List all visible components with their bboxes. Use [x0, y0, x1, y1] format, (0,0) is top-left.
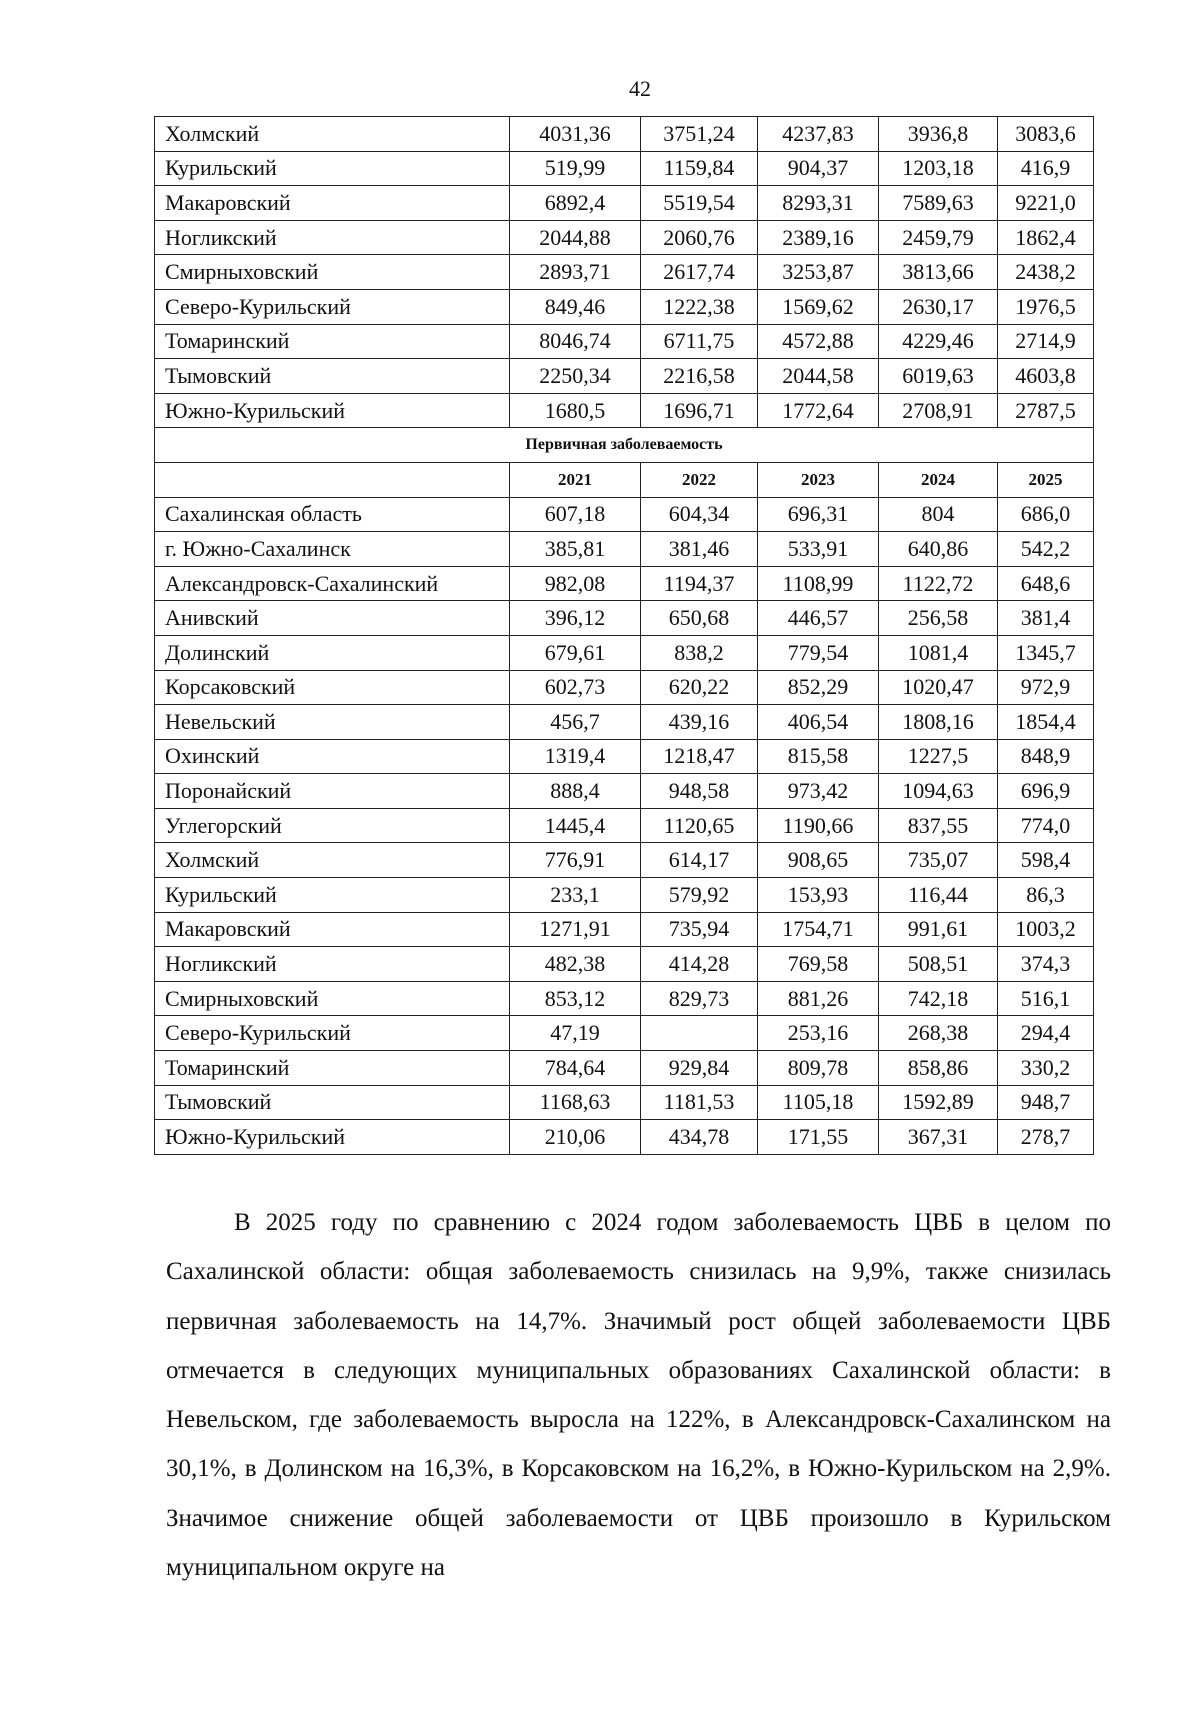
- table-row: [155, 981, 1094, 1016]
- value-cell: 686,0: [998, 497, 1094, 532]
- value-cell: 1094,63: [879, 774, 998, 809]
- value-cell: 2714,9: [998, 324, 1094, 359]
- table-row: [155, 393, 1094, 428]
- value-cell: 2216,58: [641, 359, 758, 394]
- value-cell: 607,18: [510, 497, 641, 532]
- value-cell: 116,44: [879, 878, 998, 913]
- value-cell: 1319,4: [510, 739, 641, 774]
- value-cell: 1222,38: [641, 289, 758, 324]
- value-cell: 696,31: [758, 497, 879, 532]
- value-cell: 972,9: [998, 670, 1094, 705]
- table-row: [155, 151, 1094, 186]
- value-cell: 1808,16: [879, 705, 998, 740]
- value-cell: 8046,74: [510, 324, 641, 359]
- value-cell: 852,29: [758, 670, 879, 705]
- region-name-cell: Александровск-Сахалинский: [155, 566, 510, 601]
- region-name-cell: Анивский: [155, 601, 510, 636]
- value-cell: 278,7: [998, 1120, 1094, 1155]
- value-cell: 4572,88: [758, 324, 879, 359]
- value-cell: 2617,74: [641, 255, 758, 290]
- table-row: [155, 1016, 1094, 1051]
- value-cell: 256,58: [879, 601, 998, 636]
- body-paragraph: В 2025 году по сравнению с 2024 годом заболеваемость ЦВБ в целом по Сахалинской области: общая заболеваемость снизилась на 9,9%, также снизилась первичная заболеваемость на 14,7%. Значимый рост общей заболеваемости ЦВБ отмечается в следующих муниципальных образованиях Сахалинской области: в Невельском, где заболеваемость выросла на 122%, в Александровск-Сахалинском на 30,1%, в Долинском на 16,3%, в Корсаковском на 16,2%, в Южно-Курильском на 2,9%. Значимое снижение общей заболеваемости от ЦВБ произошло в Курильском муниципальном округе на: [166, 1209, 1111, 1582]
- value-cell: 519,99: [510, 151, 641, 186]
- region-name-cell: Северо-Курильский: [155, 1016, 510, 1051]
- value-cell: 1159,84: [641, 151, 758, 186]
- value-cell: 1227,5: [879, 739, 998, 774]
- value-cell: 598,4: [998, 843, 1094, 878]
- value-cell: 3936,8: [879, 117, 998, 152]
- value-cell: 1120,65: [641, 808, 758, 843]
- value-cell: 1203,18: [879, 151, 998, 186]
- value-cell: 381,46: [641, 532, 758, 567]
- value-cell: 434,78: [641, 1120, 758, 1155]
- value-cell: 381,4: [998, 601, 1094, 636]
- value-cell: 602,73: [510, 670, 641, 705]
- value-cell: 1976,5: [998, 289, 1094, 324]
- region-name-cell: Курильский: [155, 878, 510, 913]
- value-cell: 2630,17: [879, 289, 998, 324]
- morbidity-table: [154, 116, 1094, 1155]
- value-cell: 1105,18: [758, 1085, 879, 1120]
- value-cell: 769,58: [758, 947, 879, 982]
- year-header-cell: 2025: [998, 462, 1094, 497]
- region-name-cell: Макаровский: [155, 186, 510, 221]
- region-name-cell: Томаринский: [155, 324, 510, 359]
- value-cell: 948,58: [641, 774, 758, 809]
- value-cell: 6892,4: [510, 186, 641, 221]
- value-cell: 508,51: [879, 947, 998, 982]
- region-name-cell: Углегорский: [155, 808, 510, 843]
- region-name-cell: Курильский: [155, 151, 510, 186]
- value-cell: 385,81: [510, 532, 641, 567]
- value-cell: 406,54: [758, 705, 879, 740]
- value-cell: 516,1: [998, 981, 1094, 1016]
- year-header-row: [155, 462, 1094, 497]
- value-cell: 735,07: [879, 843, 998, 878]
- value-cell: 1081,4: [879, 635, 998, 670]
- value-cell: 233,1: [510, 878, 641, 913]
- value-cell: 5519,54: [641, 186, 758, 221]
- value-cell: 396,12: [510, 601, 641, 636]
- table-row: [155, 739, 1094, 774]
- table-row: [155, 878, 1094, 913]
- value-cell: 330,2: [998, 1051, 1094, 1086]
- value-cell: 446,57: [758, 601, 879, 636]
- value-cell: 2787,5: [998, 393, 1094, 428]
- region-name-cell: Смирныховский: [155, 255, 510, 290]
- value-cell: 1445,4: [510, 808, 641, 843]
- value-cell: 908,65: [758, 843, 879, 878]
- value-cell: 268,38: [879, 1016, 998, 1051]
- value-cell: 414,28: [641, 947, 758, 982]
- value-cell: 253,16: [758, 1016, 879, 1051]
- value-cell: 1592,89: [879, 1085, 998, 1120]
- value-cell: 679,61: [510, 635, 641, 670]
- value-cell: 804: [879, 497, 998, 532]
- value-cell: 973,42: [758, 774, 879, 809]
- value-cell: 929,84: [641, 1051, 758, 1086]
- region-name-cell: Корсаковский: [155, 670, 510, 705]
- value-cell: 2044,58: [758, 359, 879, 394]
- value-cell: 838,2: [641, 635, 758, 670]
- table-row: [155, 117, 1094, 152]
- value-cell: 1680,5: [510, 393, 641, 428]
- value-cell: 416,9: [998, 151, 1094, 186]
- value-cell: 837,55: [879, 808, 998, 843]
- region-name-cell: Холмский: [155, 843, 510, 878]
- value-cell: 1862,4: [998, 220, 1094, 255]
- value-cell: 4603,8: [998, 359, 1094, 394]
- value-cell: 456,7: [510, 705, 641, 740]
- value-cell: 640,86: [879, 532, 998, 567]
- value-cell: 2044,88: [510, 220, 641, 255]
- value-cell: 2459,79: [879, 220, 998, 255]
- value-cell: 735,94: [641, 912, 758, 947]
- value-cell: 4237,83: [758, 117, 879, 152]
- value-cell: 171,55: [758, 1120, 879, 1155]
- value-cell: [641, 1016, 758, 1051]
- value-cell: 809,78: [758, 1051, 879, 1086]
- section-header-row: [155, 428, 1094, 463]
- value-cell: 367,31: [879, 1120, 998, 1155]
- region-name-cell: Сахалинская область: [155, 497, 510, 532]
- value-cell: 853,12: [510, 981, 641, 1016]
- table-row: [155, 635, 1094, 670]
- value-cell: 579,92: [641, 878, 758, 913]
- value-cell: 439,16: [641, 705, 758, 740]
- value-cell: 2060,76: [641, 220, 758, 255]
- value-cell: 829,73: [641, 981, 758, 1016]
- region-name-cell: Ногликский: [155, 947, 510, 982]
- value-cell: 982,08: [510, 566, 641, 601]
- value-cell: 533,91: [758, 532, 879, 567]
- value-cell: 1190,66: [758, 808, 879, 843]
- value-cell: 3813,66: [879, 255, 998, 290]
- value-cell: 1003,2: [998, 912, 1094, 947]
- region-name-cell: Ногликский: [155, 220, 510, 255]
- table-row: [155, 186, 1094, 221]
- value-cell: 1754,71: [758, 912, 879, 947]
- value-cell: 210,06: [510, 1120, 641, 1155]
- value-cell: 6019,63: [879, 359, 998, 394]
- value-cell: 784,64: [510, 1051, 641, 1086]
- page-number: 42: [629, 76, 651, 101]
- region-name-cell: Холмский: [155, 117, 510, 152]
- value-cell: 696,9: [998, 774, 1094, 809]
- table-row: [155, 670, 1094, 705]
- value-cell: 2893,71: [510, 255, 641, 290]
- table-row: [155, 774, 1094, 809]
- value-cell: 6711,75: [641, 324, 758, 359]
- table-row: [155, 324, 1094, 359]
- region-name-cell: Южно-Курильский: [155, 393, 510, 428]
- value-cell: 3253,87: [758, 255, 879, 290]
- value-cell: 776,91: [510, 843, 641, 878]
- value-cell: 1271,91: [510, 912, 641, 947]
- table-row: [155, 497, 1094, 532]
- value-cell: 948,7: [998, 1085, 1094, 1120]
- value-cell: 1345,7: [998, 635, 1094, 670]
- value-cell: 1569,62: [758, 289, 879, 324]
- table-row: [155, 808, 1094, 843]
- value-cell: 482,38: [510, 947, 641, 982]
- table-row: [155, 912, 1094, 947]
- table-row: [155, 359, 1094, 394]
- region-name-cell: Южно-Курильский: [155, 1120, 510, 1155]
- value-cell: 47,19: [510, 1016, 641, 1051]
- region-name-cell: Смирныховский: [155, 981, 510, 1016]
- table-row: [155, 532, 1094, 567]
- region-name-cell: Охинский: [155, 739, 510, 774]
- value-cell: 604,34: [641, 497, 758, 532]
- value-cell: 991,61: [879, 912, 998, 947]
- year-header-cell: 2023: [758, 462, 879, 497]
- value-cell: 4229,46: [879, 324, 998, 359]
- table-row: [155, 566, 1094, 601]
- value-cell: 1168,63: [510, 1085, 641, 1120]
- value-cell: 294,4: [998, 1016, 1094, 1051]
- region-name-cell: Тымовский: [155, 1085, 510, 1120]
- table-row: [155, 705, 1094, 740]
- value-cell: 849,46: [510, 289, 641, 324]
- value-cell: 779,54: [758, 635, 879, 670]
- table-row: [155, 255, 1094, 290]
- value-cell: 9221,0: [998, 186, 1094, 221]
- value-cell: 2250,34: [510, 359, 641, 394]
- section-title: Первичная заболеваемость: [155, 428, 1094, 463]
- year-header-cell: 2024: [879, 462, 998, 497]
- value-cell: 1020,47: [879, 670, 998, 705]
- value-cell: 848,9: [998, 739, 1094, 774]
- value-cell: 815,58: [758, 739, 879, 774]
- value-cell: 3751,24: [641, 117, 758, 152]
- value-cell: 542,2: [998, 532, 1094, 567]
- table-row: [155, 947, 1094, 982]
- value-cell: 774,0: [998, 808, 1094, 843]
- region-name-cell: Томаринский: [155, 1051, 510, 1086]
- table-row: [155, 289, 1094, 324]
- value-cell: 1854,4: [998, 705, 1094, 740]
- table-row: [155, 1051, 1094, 1086]
- value-cell: 1122,72: [879, 566, 998, 601]
- region-name-cell: Макаровский: [155, 912, 510, 947]
- region-name-cell: Долинский: [155, 635, 510, 670]
- value-cell: 3083,6: [998, 117, 1094, 152]
- value-cell: 1181,53: [641, 1085, 758, 1120]
- value-cell: 2389,16: [758, 220, 879, 255]
- value-cell: 648,6: [998, 566, 1094, 601]
- value-cell: 904,37: [758, 151, 879, 186]
- table-row: [155, 220, 1094, 255]
- value-cell: 650,68: [641, 601, 758, 636]
- value-cell: 8293,31: [758, 186, 879, 221]
- value-cell: 1772,64: [758, 393, 879, 428]
- value-cell: 1108,99: [758, 566, 879, 601]
- year-header-empty-cell: [155, 462, 510, 497]
- value-cell: 1696,71: [641, 393, 758, 428]
- value-cell: 742,18: [879, 981, 998, 1016]
- value-cell: 7589,63: [879, 186, 998, 221]
- region-name-cell: Поронайский: [155, 774, 510, 809]
- region-name-cell: Тымовский: [155, 359, 510, 394]
- region-name-cell: Северо-Курильский: [155, 289, 510, 324]
- value-cell: 1218,47: [641, 739, 758, 774]
- value-cell: 888,4: [510, 774, 641, 809]
- value-cell: 1194,37: [641, 566, 758, 601]
- table-row: [155, 843, 1094, 878]
- value-cell: 86,3: [998, 878, 1094, 913]
- year-header-cell: 2022: [641, 462, 758, 497]
- value-cell: 374,3: [998, 947, 1094, 982]
- region-name-cell: г. Южно-Сахалинск: [155, 532, 510, 567]
- value-cell: 858,86: [879, 1051, 998, 1086]
- table-row: [155, 601, 1094, 636]
- value-cell: 2438,2: [998, 255, 1094, 290]
- primary-morbidity-rows: [155, 497, 1094, 1154]
- general-morbidity-rows: [155, 117, 1094, 428]
- value-cell: 881,26: [758, 981, 879, 1016]
- year-header-cell: 2021: [510, 462, 641, 497]
- value-cell: 614,17: [641, 843, 758, 878]
- value-cell: 153,93: [758, 878, 879, 913]
- table-row: [155, 1120, 1094, 1155]
- value-cell: 4031,36: [510, 117, 641, 152]
- region-name-cell: Невельский: [155, 705, 510, 740]
- value-cell: 2708,91: [879, 393, 998, 428]
- table-row: [155, 1085, 1094, 1120]
- value-cell: 620,22: [641, 670, 758, 705]
